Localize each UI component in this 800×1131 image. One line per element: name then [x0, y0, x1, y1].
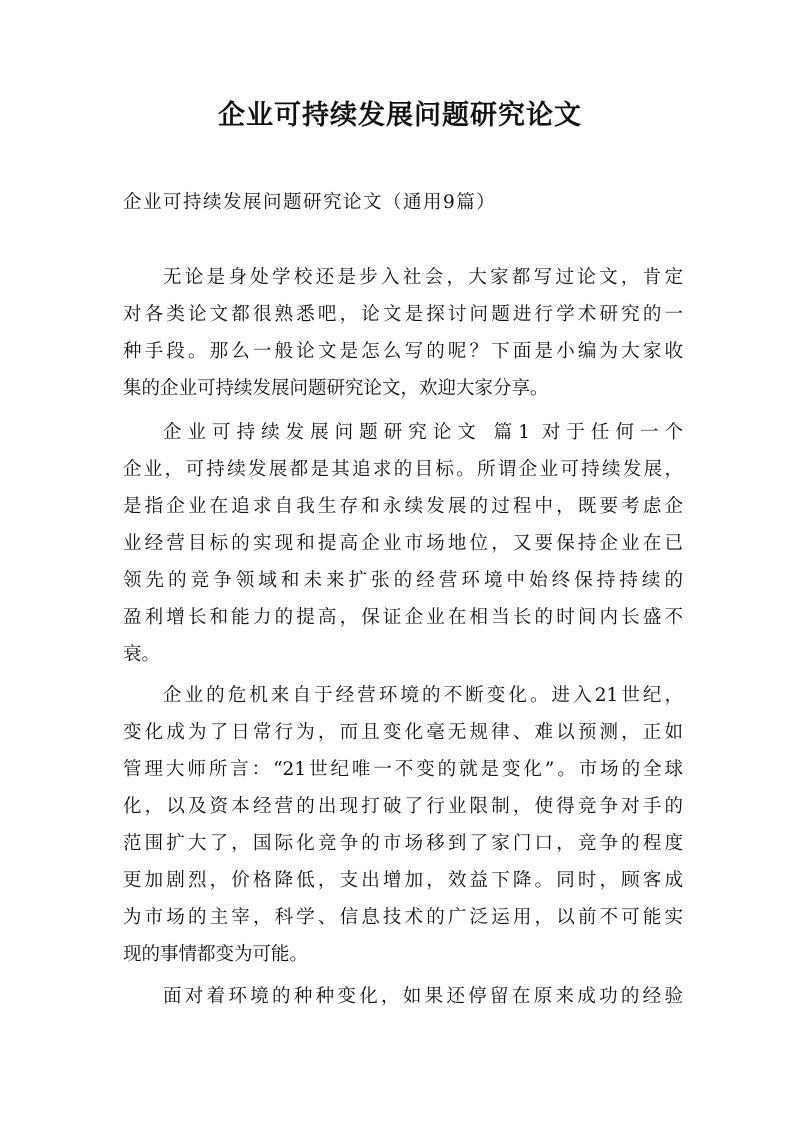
body-line: 盈利增长和能力的提高，保证企业在相当长的时间内长盛不 — [123, 607, 683, 628]
body-line: 企业的危机来自于经营环境的不断变化。进入21世纪， — [163, 685, 683, 706]
document-title: 企业可持续发展问题研究论文 — [218, 100, 582, 131]
body-line: 是指企业在追求自我生存和永续发展的过程中，既要考虑企 — [123, 496, 683, 517]
body-line: 业经营目标的实现和提高企业市场地位，又要保持企业在已 — [123, 533, 683, 554]
body-line: 种手段。那么一般论文是怎么写的呢？下面是小编为大家收 — [123, 341, 683, 362]
document-subtitle: 企业可持续发展问题研究论文（通用9篇） — [123, 192, 497, 213]
body-line: 更加剧烈，价格降低，支出增加，效益下降。同时，顾客成 — [123, 870, 683, 891]
body-line: 集的企业可持续发展问题研究论文，欢迎大家分享。 — [123, 378, 549, 399]
body-line: 化，以及资本经营的出现打破了行业限制，使得竞争对手的 — [123, 796, 683, 817]
body-line: 领先的竞争领域和未来扩张的经营环境中始终保持持续的 — [123, 570, 683, 591]
body-line: 范围扩大了，国际化竞争的市场移到了家门口，竞争的程度 — [123, 833, 683, 854]
body-line: 企业，可持续发展都是其追求的目标。所谓企业可持续发展， — [123, 459, 683, 480]
body-line: 面对着环境的种种变化，如果还停留在原来成功的经验 — [163, 986, 683, 1007]
body-line: 变化成为了日常行为，而且变化毫无规律、难以预测，正如 — [123, 722, 683, 743]
body-line: 企业可持续发展问题研究论文 篇1 对于任何一个 — [163, 422, 683, 443]
body-line: 对各类论文都很熟悉吧，论文是探讨问题进行学术研究的一 — [123, 304, 683, 325]
body-line: 为市场的主宰，科学、信息技术的广泛运用，以前不可能实 — [123, 907, 683, 928]
body-line: 无论是身处学校还是步入社会，大家都写过论文，肯定 — [163, 267, 683, 288]
body-line: 衰。 — [123, 644, 161, 665]
body-line: 管理大师所言：“21世纪唯一不变的就是变化”。市场的全球 — [123, 759, 683, 780]
body-line: 现的事情都变为可能。 — [123, 944, 309, 965]
